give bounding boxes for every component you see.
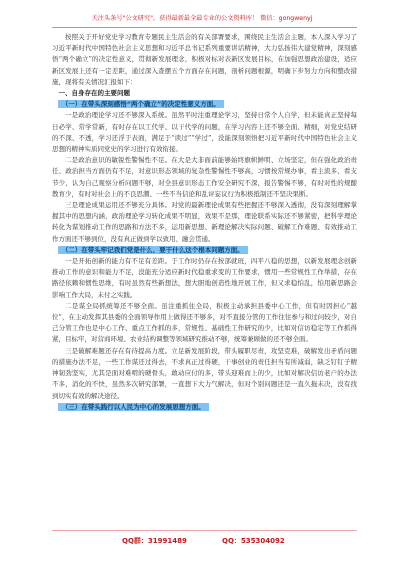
paragraph: 二是政治意识的敏锐性警惕性不足。在大是大非面前能够始终旗帜鲜明、立场坚定，但在强化政治责任、政治担当方面仍有不足，对意识形态领域的复杂性警惕性不够高，习惯按常规办事，看主流多、看支节少，认为自己观察分析问题不够，对全县意识形态工作安全研究不深，报告警惕不够，有时对性的规酿教育少，有时对社会上的不良思潮、一些不当信论和乱评妄议行为积极抵制还不坚决果断。 (52, 156, 357, 198)
paragraph: 一是政治理论学习还不够深入系统。虽然平时注重理论学习，坚持日常个人自学，但未能真正坚持每日必学、常学常新，有时存在以工代学、以干代学的问题，在学习内容上还不够全面、精细，对党史结研的不深、不透，学习还浮于表面，满足于“读过”“学过”，没能深刻领悟把习近平新时代中国特色社会主义思想的精神实质同党史的学习进行有效衔接。 (52, 111, 357, 154)
heading-highlight: （三）在带头践行以人民为中心的发展思想方面。 (58, 403, 209, 411)
subsection-heading-2 (52, 245, 357, 256)
paragraph: 二是谋全局抓统筹还不够全面。虽注重抓住全局，积极主动承担县委中心工作，但有时因担心“越位”，在主动发挥其县委的全面领导作用上做得还不够多，对不直接分管的工作往往参与和过问较少，对自己分管工作也是中心工作、重点工作抓的多，常规性、基础性工作研究的少，比如对信访稳定等工作抓得紧，目标牢，对营商环境、农业结构调整等领域研究推动不够，统筹兼顾做的还不够全面。 (52, 301, 357, 344)
section-heading: 一、自身存在的主要问题 (58, 89, 130, 98)
document-body (52, 32, 357, 520)
footer-divider (52, 530, 357, 531)
qq-number: QQ：535304092 (222, 537, 285, 545)
footer (52, 534, 357, 548)
subsection-heading-1 (52, 99, 357, 110)
paragraph: 三是破解难题还存在有待提高力度。立足新发展阶段，带头履职尽责，攻坚克难，破解发出矛盾问题的措施办法不足，一些工作谋还过得去，不求真正过得硬，干事创业的责任担当有所减弱，缺乏钉钉子精神韧劲坚实，尤其是面对难啃的硬骨头，敢动应付的多，带头迎难而上的少，比如对解决信访老户的办法不多，消化的不快，虽然多次研究部署，一直想下大力气解决，但对个别问题还是一直久拖未决，没有找到切实有效的解决途径。 (52, 346, 357, 400)
heading-highlight: （一）在带头深刻感悟“两个确立”的决定性意义方面。 (58, 100, 224, 108)
subsection-heading-3 (52, 402, 357, 413)
header-banner: 关注头条号"公文研究"，获得最新最全最专业的公文资料库！ 微信：gongwenyj (91, 15, 313, 22)
qq-group-number: QQ群：31991489 (122, 537, 187, 545)
intro-paragraph: 按照关于开好党史学习教育专题民主生活会的有关部署要求，围绕民主生活会主题，本人深入学习了习近平新时代中国特色社会主义思想和习近平总书记系列重要讲话精神，大力弘扬伟大建党精神，深刻感悟“两个确立”的决定性意义，贯彻新发展理念，积极对标对表新区发展目标，在加强思想政治建设，适应新区发展上还有一定差距，通过深入查摆五个方面存在问题，剖析问题根源，明确下步努力方向和整改措施，现将有关情况汇报如下： (52, 33, 357, 86)
paragraph: 三是理论成果运用还不够充分具体。对党的最新理论成果有些把握还不够深入透彻，没有深刻理解掌握其中的思想内涵，政治理论学习转化成果不明显，效果不是那，理论联系实际还不够紧密，把科学理论转化为谋划推动工作的思路和方法不多，运用新思想、新理论解决实际问题、破解工作难题、有效推动工作方面还不够到位，没有真正做到学以致用、融会贯通。 (52, 201, 357, 243)
header-divider (52, 27, 357, 28)
heading-highlight: （二）在带头牢记我们党是什么、要干什么这个根本问题方面。 (58, 246, 248, 254)
paragraph: 一是开拓创新的能力有不足有差距。于工作时仍存在按部就班，四平八稳的思想，以新发展理念创新推动工作的意识和能力不足，没能充分适应新时代稳重求变的工作要求，惯用一些常规性工作举措，存在路径依赖和惯性思维，有时虽然有些新想法，想大胆地创造性地开展工作，但又求稳怕乱，怕用新思路会影响工作大局，未付之实践。 (52, 257, 357, 299)
